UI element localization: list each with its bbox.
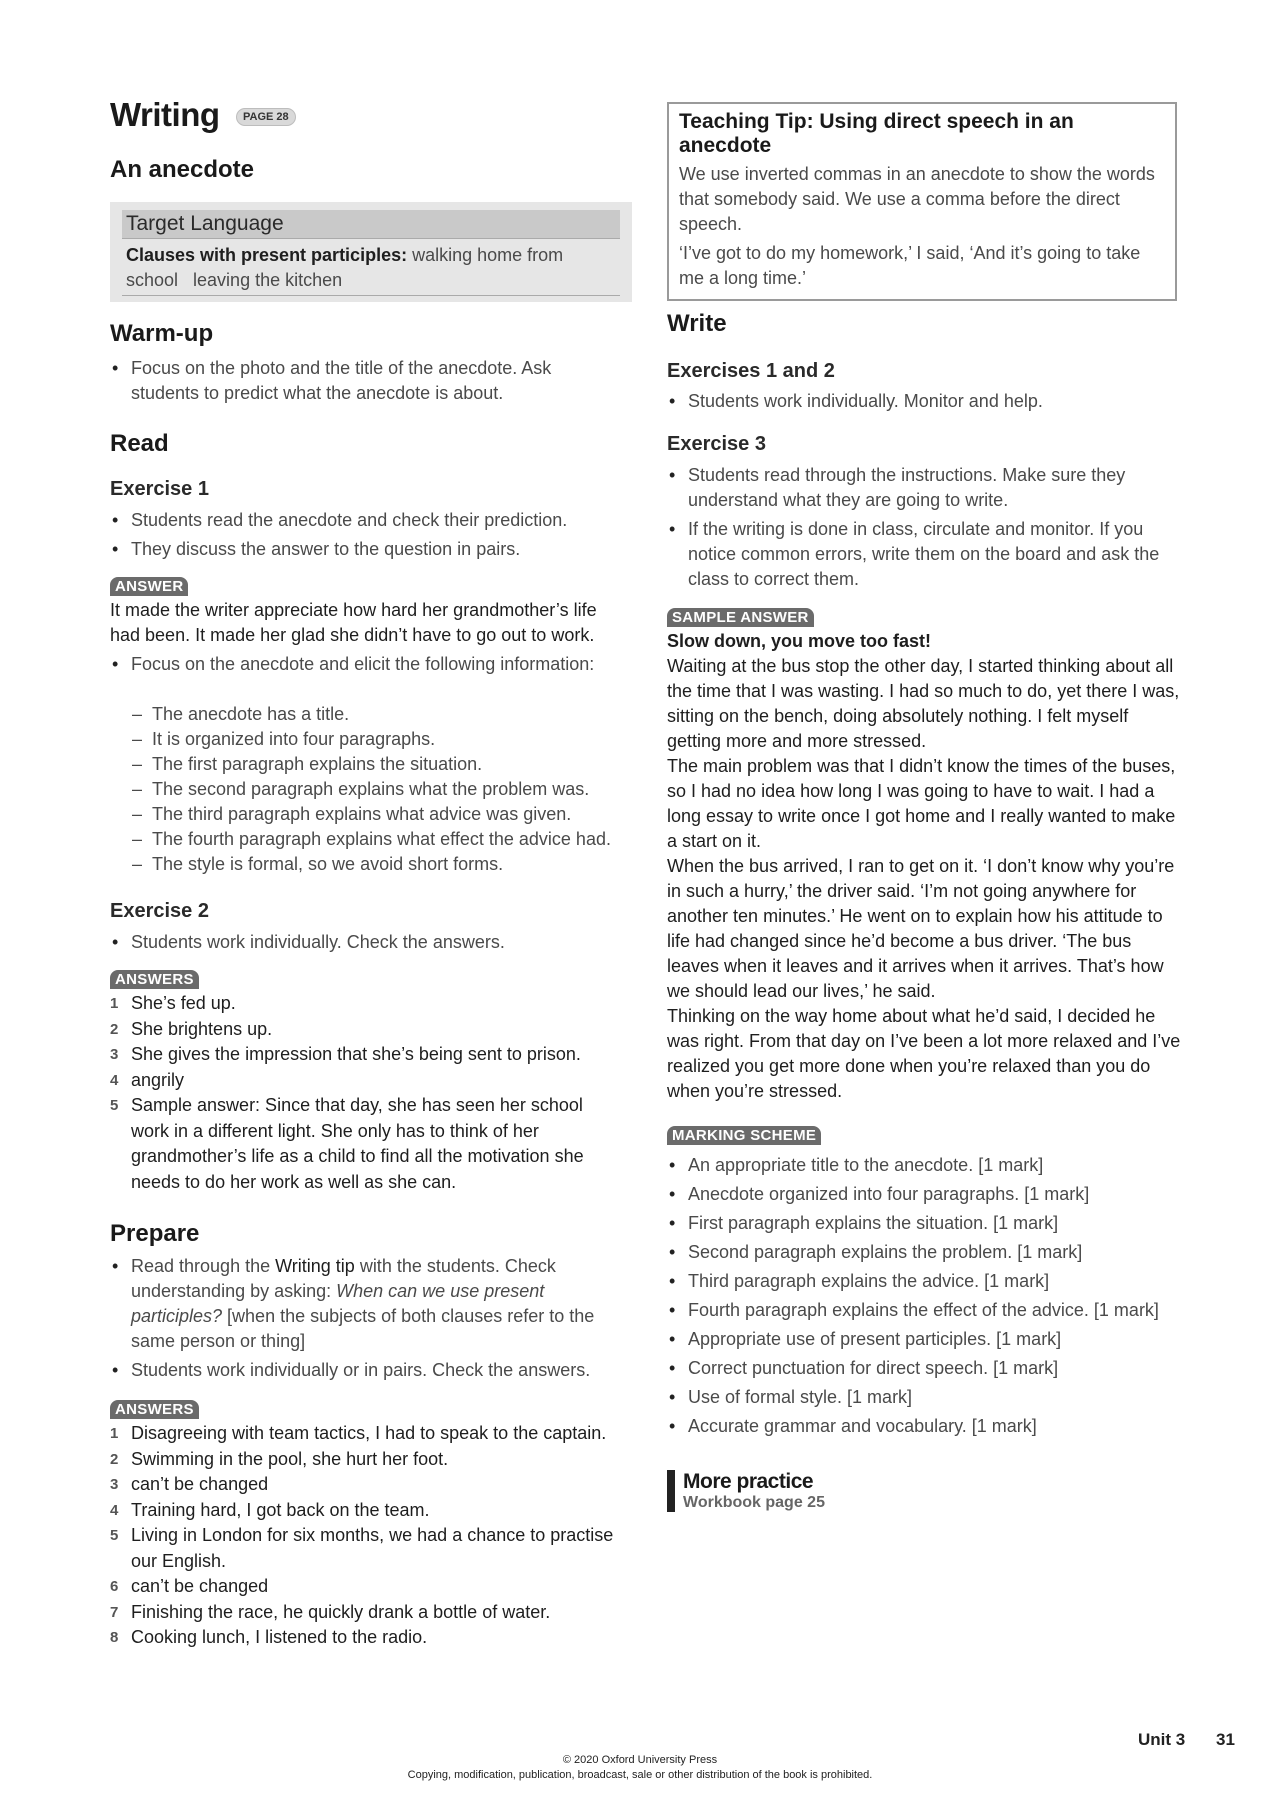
item-text: can’t be changed <box>131 1474 269 1494</box>
page-title-row <box>110 96 296 134</box>
list-item: • Fourth paragraph explains the effect of the advice. [1 mark] <box>667 1298 1179 1323</box>
list-item: – The style is formal, so we avoid short forms. <box>110 852 640 877</box>
sample-paragraph: When the bus arrived, I ran to get on it. ‘I don’t know why you’re in such a hurry,’ the driver said. ‘I’m not going anywhere for another ten minutes.’ He went on to explain how his attitude to life had changed since he’d become a bus driver. ‘The bus leaves when it leaves and it arrives when it arrives. That’s how we should lead our lives,’ he said. <box>667 856 1175 1001</box>
prepare-heading: Prepare <box>110 1220 200 1247</box>
list-item: • Focus on the photo and the title of the anecdote. Ask students to predict what the anecdote is about. <box>110 356 620 406</box>
item-text: Disagreeing with team tactics, I had to speak to the captain. <box>131 1423 607 1443</box>
text-span: with the students. Check understanding by asking: <box>131 1256 556 1301</box>
list-item <box>110 1093 625 1195</box>
anecdote-features-list <box>110 702 640 877</box>
unit-label: Unit 3 <box>1138 1730 1186 1749</box>
item-number: 1 <box>110 995 119 1012</box>
list-item: • Students work individually. Check the answers. <box>110 930 630 955</box>
item-text: Living in London for six months, we had a chance to practise our English. <box>131 1525 614 1571</box>
list-item <box>110 1068 625 1094</box>
list-item: – It is organized into four paragraphs. <box>110 727 640 752</box>
exercise2-list <box>110 930 630 959</box>
sample-answer-badge <box>667 608 814 627</box>
target-language-body <box>122 239 620 296</box>
prepare-answers <box>110 1421 630 1651</box>
exercise2-heading: Exercise 2 <box>110 900 209 922</box>
exercise3-heading: Exercise 3 <box>667 433 766 455</box>
page-title: Writing <box>110 96 220 133</box>
list-item: • Correct punctuation for direct speech. [1 mark] <box>667 1356 1179 1381</box>
list-item <box>110 1042 625 1068</box>
exercise1-focus-list <box>110 652 630 681</box>
item-number: 1 <box>110 1425 119 1442</box>
prepare-answers-badge-label: ANSWERS <box>110 1400 199 1419</box>
list-item: • Students read through the instructions. Make sure they understand what they are going to write. <box>667 463 1167 513</box>
sample-paragraph: Waiting at the bus stop the other day, I started thinking about all the time that I was wasting. I had so much to do, yet there I was, sitting on the bench, doing absolutely nothing. I felt myself getting more and more stressed. <box>667 656 1180 751</box>
exercise1-heading: Exercise 1 <box>110 478 209 500</box>
sample-answer-badge-label: SAMPLE ANSWER <box>667 608 814 627</box>
list-item: – The third paragraph explains what advice was given. <box>110 802 640 827</box>
copyright-notice: Copying, modification, publication, broadcast, sale or other distribution of the book is prohibited. <box>407 1769 873 1781</box>
item-text: Sample answer: Since that day, she has seen her school work in a different light. She only has to think of her grandmother’s life as a child to find all the motivation she needs to do her work as well as she can. <box>131 1095 584 1192</box>
list-item: – The fourth paragraph explains what effect the advice had. <box>110 827 640 852</box>
question-text: When can we use present participles? <box>131 1281 545 1326</box>
write-heading: Write <box>667 310 727 337</box>
list-item: • Anecdote organized into four paragraphs. [1 mark] <box>667 1182 1179 1207</box>
list-item: • Focus on the anecdote and elicit the following information: <box>110 652 630 677</box>
list-item: – The first paragraph explains the situation. <box>110 752 640 777</box>
list-item: • Second paragraph explains the problem. [1 mark] <box>667 1240 1179 1265</box>
sample-paragraph: Thinking on the way home about what he’d said, I decided he was right. From that day on I’ve been a lot more relaxed and I’ve realized you get more done when you’re relaxed than you do when you’re stressed. <box>667 1006 1181 1101</box>
item-text: angrily <box>131 1069 185 1090</box>
answer-badge-label: ANSWER <box>110 577 188 596</box>
answers-badge-label: ANSWERS <box>110 970 199 989</box>
list-item <box>110 1574 630 1600</box>
target-language-text: walking home from school leaving the kitchen <box>126 245 569 290</box>
list-item <box>110 1421 630 1447</box>
answer-badge <box>110 577 188 596</box>
sample-answer-title: Slow down, you move too fast! <box>667 631 932 651</box>
list-item: • Third paragraph explains the advice. [1 mark] <box>667 1269 1179 1294</box>
item-number: 7 <box>110 1603 119 1621</box>
item-number: 6 <box>110 1578 119 1595</box>
list-item <box>110 1498 630 1524</box>
page-tag: PAGE 28 <box>236 108 296 126</box>
prepare-list <box>110 1254 630 1387</box>
item-text: Swimming in the pool, she hurt her foot. <box>131 1448 449 1469</box>
teaching-tip-box <box>667 102 1177 301</box>
exercise1-list <box>110 508 630 566</box>
marking-scheme-list <box>667 1153 1179 1443</box>
warmup-list <box>110 356 620 410</box>
list-item: • Students work individually or in pairs. Check the answers. <box>110 1358 630 1383</box>
item-text: Cooking lunch, I listened to the radio. <box>131 1627 428 1647</box>
list-item: • Students work individually. Monitor and help. <box>667 389 1167 414</box>
item-text: She brightens up. <box>131 1018 273 1039</box>
list-item: • They discuss the answer to the question in pairs. <box>110 537 630 562</box>
text-span: Read through the <box>131 1256 276 1276</box>
sample-answer <box>667 629 1182 1104</box>
page-number: 31 <box>1216 1730 1235 1749</box>
read-heading: Read <box>110 430 169 457</box>
item-number: 4 <box>110 1071 119 1089</box>
item-text: Finishing the race, he quickly drank a bottle of water. <box>131 1601 551 1622</box>
more-practice-workbook: Workbook page 25 <box>683 1494 825 1511</box>
list-item <box>110 991 625 1017</box>
list-item: • If the writing is done in class, circulate and monitor. If you notice common errors, write them on the board and ask the class to correct them. <box>667 517 1167 592</box>
item-number: 2 <box>110 1450 119 1468</box>
target-language-heading: Target Language <box>122 210 620 239</box>
list-item: • Appropriate use of present participles. [1 mark] <box>667 1327 1179 1352</box>
exercise3-list <box>667 463 1167 596</box>
item-number: 8 <box>110 1629 119 1646</box>
list-item <box>110 1254 630 1354</box>
list-item: – The second paragraph explains what the problem was. <box>110 777 640 802</box>
writing-tip-ref: Writing tip <box>275 1256 355 1276</box>
list-item: • Students read the anecdote and check their prediction. <box>110 508 630 533</box>
copyright: © 2020 Oxford University Press <box>562 1754 718 1766</box>
list-item: – The anecdote has a title. <box>110 702 640 727</box>
item-number: 2 <box>110 1020 119 1038</box>
item-number: 5 <box>110 1097 119 1114</box>
list-item: • First paragraph explains the situation. [1 mark] <box>667 1211 1179 1236</box>
target-language-label: Clauses with present participles: <box>126 245 408 265</box>
list-item <box>110 1523 630 1574</box>
exercises12-list <box>667 389 1167 418</box>
teaching-tip-title: Teaching Tip: Using direct speech in an anecdote <box>679 110 1074 157</box>
list-item: • An appropriate title to the anecdote. [1 mark] <box>667 1153 1179 1178</box>
list-item <box>110 1625 630 1651</box>
item-number: 3 <box>110 1046 119 1063</box>
list-item <box>110 1447 630 1473</box>
sample-paragraph: The main problem was that I didn’t know the times of the buses, so I had no idea how long I was going to have to wait. I had a long essay to write once I got home and I really wanted to make a start on it. <box>667 756 1176 851</box>
item-text: She gives the impression that she’s being sent to prison. <box>131 1044 581 1064</box>
prepare-answers-badge <box>110 1400 199 1419</box>
list-item <box>110 1017 625 1043</box>
exercise2-answers <box>110 991 625 1195</box>
item-number: 3 <box>110 1476 119 1493</box>
list-item <box>110 1472 630 1498</box>
teaching-tip-text: We use inverted commas in an anecdote to show the words that somebody said. We use a comma before the direct speech. <box>679 164 1155 234</box>
teaching-tip-example: ‘I’ve got to do my homework,’ I said, ‘And it’s going to take me a long time.’ <box>679 243 1141 288</box>
marking-scheme-badge-label: MARKING SCHEME <box>667 1126 821 1145</box>
more-practice-title: More practice <box>683 1470 814 1493</box>
more-practice-box <box>667 1470 825 1512</box>
item-text: She’s fed up. <box>131 993 236 1013</box>
item-text: can’t be changed <box>131 1576 269 1596</box>
item-number: 5 <box>110 1527 119 1544</box>
list-item: • Use of formal style. [1 mark] <box>667 1385 1179 1410</box>
list-item <box>110 1600 630 1626</box>
exercise1-answer: It made the writer appreciate how hard her grandmother’s life had been. It made her glad she didn’t have to go out to work. <box>110 600 597 645</box>
list-item: • Accurate grammar and vocabulary. [1 mark] <box>667 1414 1179 1439</box>
marking-scheme-badge <box>667 1126 821 1145</box>
exercises12-heading: Exercises 1 and 2 <box>667 360 835 382</box>
target-language-box <box>110 202 632 302</box>
warmup-heading: Warm-up <box>110 320 214 347</box>
answers-badge <box>110 970 199 989</box>
section-subtitle: An anecdote <box>110 156 255 183</box>
text-span: [when the subjects of both clauses refer to the same person or thing] <box>131 1306 595 1351</box>
item-text: Training hard, I got back on the team. <box>131 1499 430 1520</box>
item-number: 4 <box>110 1501 119 1519</box>
